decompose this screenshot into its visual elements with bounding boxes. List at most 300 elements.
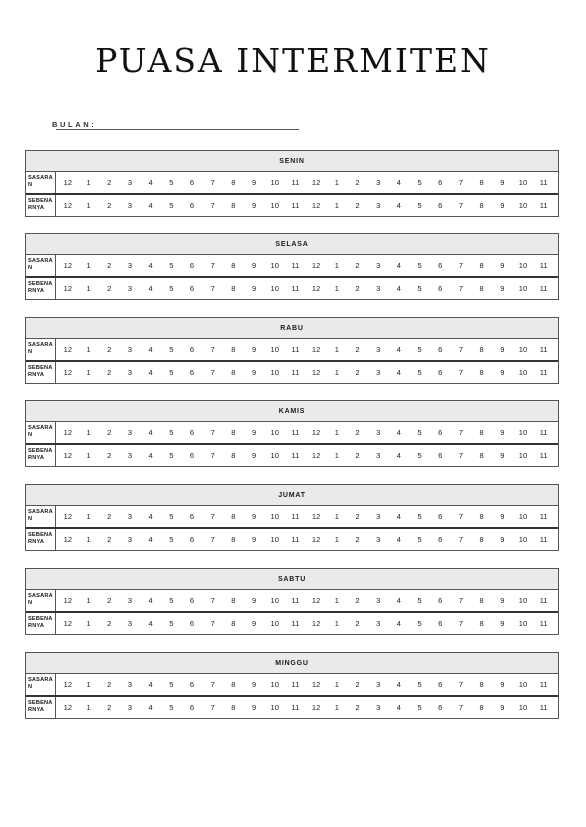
hour-cell[interactable]: 8 bbox=[479, 428, 484, 437]
hour-cell[interactable]: 6 bbox=[438, 201, 443, 210]
hour-cell[interactable]: 6 bbox=[438, 535, 443, 544]
hour-cell[interactable]: 1 bbox=[86, 368, 91, 377]
hour-cell[interactable]: 2 bbox=[107, 428, 112, 437]
hour-cell[interactable]: 6 bbox=[189, 596, 195, 605]
hour-cell[interactable]: 1 bbox=[334, 512, 339, 521]
hour-cell[interactable]: 6 bbox=[189, 619, 195, 628]
hour-cell[interactable]: 8 bbox=[231, 535, 236, 544]
hour-cell[interactable]: 1 bbox=[86, 535, 91, 544]
hour-cell[interactable]: 9 bbox=[251, 535, 257, 544]
hour-cell[interactable]: 2 bbox=[355, 201, 360, 210]
hour-cell[interactable]: 4 bbox=[396, 201, 401, 210]
hour-cell[interactable]: 11 bbox=[539, 512, 548, 521]
hour-cell[interactable]: 12 bbox=[311, 368, 321, 377]
hour-cell[interactable]: 6 bbox=[438, 284, 443, 293]
hour-cell[interactable]: 5 bbox=[417, 703, 422, 712]
hour-cell[interactable]: 10 bbox=[270, 261, 279, 270]
hour-cell[interactable]: 9 bbox=[500, 619, 505, 628]
hour-cell[interactable]: 4 bbox=[148, 596, 153, 605]
hour-cell[interactable]: 1 bbox=[86, 345, 91, 354]
hour-cell[interactable]: 10 bbox=[518, 368, 528, 377]
hour-cell[interactable]: 3 bbox=[376, 451, 381, 460]
hour-cell[interactable]: 4 bbox=[396, 703, 401, 712]
hour-cell[interactable]: 11 bbox=[539, 451, 548, 460]
hour-cell[interactable]: 8 bbox=[231, 512, 236, 521]
hour-cell[interactable]: 5 bbox=[417, 451, 422, 460]
hour-cell[interactable]: 10 bbox=[518, 428, 528, 437]
hour-cell[interactable]: 5 bbox=[417, 512, 422, 521]
hour-cell[interactable]: 4 bbox=[396, 512, 401, 521]
hour-cell[interactable]: 9 bbox=[251, 178, 257, 187]
hour-cell[interactable]: 12 bbox=[63, 512, 73, 521]
hour-cell[interactable]: 9 bbox=[251, 619, 257, 628]
hour-cell[interactable]: 10 bbox=[270, 619, 279, 628]
hour-cell[interactable]: 5 bbox=[169, 178, 174, 187]
hour-cell[interactable]: 3 bbox=[376, 178, 381, 187]
hour-cell[interactable]: 5 bbox=[169, 261, 174, 270]
hour-cell[interactable]: 11 bbox=[291, 680, 300, 689]
hour-cell[interactable]: 5 bbox=[169, 703, 174, 712]
hour-cell[interactable]: 6 bbox=[189, 512, 195, 521]
hour-cell[interactable]: 12 bbox=[63, 619, 73, 628]
hour-cell[interactable]: 1 bbox=[334, 703, 339, 712]
hour-cell[interactable]: 12 bbox=[63, 703, 73, 712]
hour-cell[interactable]: 3 bbox=[376, 284, 381, 293]
hour-cell[interactable]: 2 bbox=[355, 535, 360, 544]
hour-cell[interactable]: 6 bbox=[189, 451, 195, 460]
hour-cell[interactable]: 12 bbox=[311, 703, 321, 712]
hour-cell[interactable]: 9 bbox=[500, 201, 505, 210]
hour-cell[interactable]: 8 bbox=[479, 596, 484, 605]
hour-cell[interactable]: 7 bbox=[458, 345, 463, 354]
hour-cell[interactable]: 5 bbox=[169, 596, 174, 605]
hour-cell[interactable]: 6 bbox=[438, 178, 443, 187]
hour-cell[interactable]: 2 bbox=[355, 261, 360, 270]
hour-cell[interactable]: 12 bbox=[63, 680, 73, 689]
hour-cell[interactable]: 6 bbox=[438, 619, 443, 628]
hour-cell[interactable]: 5 bbox=[169, 619, 174, 628]
hour-cell[interactable]: 11 bbox=[291, 368, 300, 377]
hour-cell[interactable]: 6 bbox=[438, 345, 443, 354]
hour-cell[interactable]: 4 bbox=[148, 535, 153, 544]
hour-cell[interactable]: 2 bbox=[355, 368, 360, 377]
hour-cell[interactable]: 9 bbox=[251, 703, 257, 712]
hour-cell[interactable]: 3 bbox=[376, 535, 381, 544]
hour-cell[interactable]: 7 bbox=[210, 451, 215, 460]
hour-cell[interactable]: 10 bbox=[270, 178, 279, 187]
hour-cell[interactable]: 11 bbox=[291, 284, 300, 293]
hour-cell[interactable]: 1 bbox=[86, 284, 91, 293]
hour-cell[interactable]: 10 bbox=[270, 680, 279, 689]
hour-cell[interactable]: 9 bbox=[500, 368, 505, 377]
hour-cell[interactable]: 12 bbox=[63, 201, 73, 210]
hour-cell[interactable]: 1 bbox=[86, 619, 91, 628]
hour-cell[interactable]: 9 bbox=[500, 703, 505, 712]
hour-cell[interactable]: 8 bbox=[479, 619, 484, 628]
hour-cell[interactable]: 7 bbox=[458, 619, 463, 628]
hour-cell[interactable]: 2 bbox=[355, 680, 360, 689]
hour-cell[interactable]: 3 bbox=[376, 368, 381, 377]
hour-cell[interactable]: 4 bbox=[396, 428, 401, 437]
hour-cell[interactable]: 11 bbox=[291, 535, 300, 544]
hour-cell[interactable]: 7 bbox=[210, 619, 215, 628]
hour-cell[interactable]: 7 bbox=[458, 451, 463, 460]
hour-cell[interactable]: 10 bbox=[270, 703, 279, 712]
hour-cell[interactable]: 1 bbox=[334, 345, 339, 354]
hour-cell[interactable]: 8 bbox=[479, 261, 484, 270]
hour-cell[interactable]: 4 bbox=[396, 368, 401, 377]
hour-cell[interactable]: 10 bbox=[270, 512, 279, 521]
hour-cell[interactable]: 2 bbox=[355, 428, 360, 437]
hour-cell[interactable]: 11 bbox=[291, 451, 300, 460]
hour-cell[interactable]: 9 bbox=[500, 535, 505, 544]
hour-cell[interactable]: 3 bbox=[376, 512, 381, 521]
hour-cell[interactable]: 9 bbox=[251, 596, 257, 605]
hour-cell[interactable]: 10 bbox=[270, 451, 279, 460]
hour-cell[interactable]: 11 bbox=[291, 201, 300, 210]
hour-cell[interactable]: 11 bbox=[291, 345, 300, 354]
hour-cell[interactable]: 5 bbox=[417, 368, 422, 377]
hour-cell[interactable]: 11 bbox=[539, 619, 548, 628]
hour-cell[interactable]: 9 bbox=[251, 284, 257, 293]
hour-cell[interactable]: 3 bbox=[127, 368, 132, 377]
hour-cell[interactable]: 12 bbox=[311, 178, 321, 187]
hour-cell[interactable]: 11 bbox=[539, 345, 548, 354]
hour-cell[interactable]: 12 bbox=[311, 284, 321, 293]
hour-cell[interactable]: 12 bbox=[63, 535, 73, 544]
hour-cell[interactable]: 5 bbox=[417, 680, 422, 689]
hour-cell[interactable]: 8 bbox=[479, 284, 484, 293]
hour-cell[interactable]: 7 bbox=[210, 178, 215, 187]
hour-cell[interactable]: 12 bbox=[63, 261, 73, 270]
hour-cell[interactable]: 7 bbox=[210, 596, 215, 605]
hour-cell[interactable]: 11 bbox=[539, 703, 548, 712]
hour-cell[interactable]: 6 bbox=[189, 201, 195, 210]
hour-cell[interactable]: 3 bbox=[127, 703, 132, 712]
hour-cell[interactable]: 12 bbox=[63, 284, 73, 293]
hour-cell[interactable]: 4 bbox=[396, 451, 401, 460]
hour-cell[interactable]: 2 bbox=[107, 451, 112, 460]
hour-cell[interactable]: 12 bbox=[63, 178, 73, 187]
hour-cell[interactable]: 2 bbox=[107, 596, 112, 605]
hour-cell[interactable]: 7 bbox=[210, 284, 215, 293]
hour-cell[interactable]: 5 bbox=[169, 201, 174, 210]
hour-cell[interactable]: 8 bbox=[231, 284, 236, 293]
hour-cell[interactable]: 9 bbox=[500, 345, 505, 354]
hour-cell[interactable]: 7 bbox=[458, 284, 463, 293]
hour-cell[interactable]: 4 bbox=[396, 178, 401, 187]
hour-cell[interactable]: 9 bbox=[251, 428, 257, 437]
hour-cell[interactable]: 11 bbox=[291, 178, 300, 187]
hour-cell[interactable]: 8 bbox=[231, 345, 236, 354]
hour-cell[interactable]: 5 bbox=[169, 428, 174, 437]
hour-cell[interactable]: 9 bbox=[251, 261, 257, 270]
hour-cell[interactable]: 8 bbox=[479, 535, 484, 544]
hour-cell[interactable]: 6 bbox=[438, 680, 443, 689]
hour-cell[interactable]: 4 bbox=[148, 512, 153, 521]
hour-cell[interactable]: 6 bbox=[438, 512, 443, 521]
hour-cell[interactable]: 8 bbox=[479, 178, 484, 187]
hour-cell[interactable]: 4 bbox=[396, 535, 401, 544]
hour-cell[interactable]: 10 bbox=[270, 284, 279, 293]
hour-cell[interactable]: 4 bbox=[396, 596, 401, 605]
hour-cell[interactable]: 7 bbox=[210, 428, 215, 437]
hour-cell[interactable]: 4 bbox=[148, 261, 153, 270]
hour-cell[interactable]: 4 bbox=[396, 619, 401, 628]
hour-cell[interactable]: 5 bbox=[417, 201, 422, 210]
hour-cell[interactable]: 10 bbox=[518, 703, 528, 712]
hour-cell[interactable]: 8 bbox=[231, 680, 236, 689]
hour-cell[interactable]: 6 bbox=[189, 261, 195, 270]
hour-cell[interactable]: 10 bbox=[518, 512, 528, 521]
hour-cell[interactable]: 7 bbox=[458, 261, 463, 270]
hour-cell[interactable]: 11 bbox=[291, 261, 300, 270]
hour-cell[interactable]: 9 bbox=[500, 284, 505, 293]
hour-cell[interactable]: 4 bbox=[148, 451, 153, 460]
hour-cell[interactable]: 6 bbox=[189, 284, 195, 293]
hour-cell[interactable]: 3 bbox=[376, 619, 381, 628]
hour-cell[interactable]: 6 bbox=[438, 451, 443, 460]
hour-cell[interactable]: 7 bbox=[458, 368, 463, 377]
hour-cell[interactable]: 6 bbox=[189, 703, 195, 712]
hour-cell[interactable]: 7 bbox=[458, 428, 463, 437]
hour-cell[interactable]: 5 bbox=[417, 284, 422, 293]
hour-cell[interactable]: 4 bbox=[148, 703, 153, 712]
hour-cell[interactable]: 12 bbox=[63, 428, 73, 437]
hour-cell[interactable]: 5 bbox=[169, 345, 174, 354]
hour-cell[interactable]: 2 bbox=[107, 178, 112, 187]
hour-cell[interactable]: 2 bbox=[355, 703, 360, 712]
hour-cell[interactable]: 12 bbox=[63, 368, 73, 377]
hour-cell[interactable]: 8 bbox=[479, 201, 484, 210]
hour-cell[interactable]: 9 bbox=[251, 368, 257, 377]
hour-cell[interactable]: 7 bbox=[210, 345, 215, 354]
hour-cell[interactable]: 3 bbox=[127, 512, 132, 521]
hour-cell[interactable]: 11 bbox=[539, 428, 548, 437]
hour-cell[interactable]: 1 bbox=[86, 261, 91, 270]
hour-cell[interactable]: 11 bbox=[539, 261, 548, 270]
hour-cell[interactable]: 1 bbox=[86, 512, 91, 521]
hour-cell[interactable]: 1 bbox=[86, 596, 91, 605]
hour-cell[interactable]: 11 bbox=[539, 368, 548, 377]
hour-cell[interactable]: 10 bbox=[518, 261, 528, 270]
hour-cell[interactable]: 12 bbox=[311, 596, 321, 605]
hour-cell[interactable]: 7 bbox=[458, 596, 463, 605]
hour-cell[interactable]: 5 bbox=[417, 535, 422, 544]
hour-cell[interactable]: 3 bbox=[376, 428, 381, 437]
hour-cell[interactable]: 12 bbox=[311, 201, 321, 210]
hour-cell[interactable]: 3 bbox=[127, 619, 132, 628]
hour-cell[interactable]: 6 bbox=[438, 703, 443, 712]
hour-cell[interactable]: 1 bbox=[334, 284, 339, 293]
hour-cell[interactable]: 11 bbox=[539, 201, 548, 210]
hour-cell[interactable]: 7 bbox=[210, 512, 215, 521]
hour-cell[interactable]: 10 bbox=[518, 680, 528, 689]
hour-cell[interactable]: 2 bbox=[355, 596, 360, 605]
hour-cell[interactable]: 12 bbox=[311, 512, 321, 521]
hour-cell[interactable]: 2 bbox=[355, 451, 360, 460]
hour-cell[interactable]: 2 bbox=[107, 345, 112, 354]
hour-cell[interactable]: 1 bbox=[86, 680, 91, 689]
hour-cell[interactable]: 12 bbox=[63, 596, 73, 605]
hour-cell[interactable]: 2 bbox=[355, 284, 360, 293]
hour-cell[interactable]: 8 bbox=[231, 596, 236, 605]
hour-cell[interactable]: 2 bbox=[107, 512, 112, 521]
hour-cell[interactable]: 8 bbox=[479, 368, 484, 377]
hour-cell[interactable]: 10 bbox=[518, 535, 528, 544]
hour-cell[interactable]: 7 bbox=[210, 680, 215, 689]
hour-cell[interactable]: 10 bbox=[270, 345, 279, 354]
hour-cell[interactable]: 1 bbox=[334, 596, 339, 605]
hour-cell[interactable]: 4 bbox=[148, 680, 153, 689]
hour-cell[interactable]: 7 bbox=[458, 680, 463, 689]
hour-cell[interactable]: 8 bbox=[479, 345, 484, 354]
hour-cell[interactable]: 8 bbox=[479, 703, 484, 712]
hour-cell[interactable]: 8 bbox=[231, 368, 236, 377]
hour-cell[interactable]: 5 bbox=[417, 619, 422, 628]
hour-cell[interactable]: 2 bbox=[355, 178, 360, 187]
hour-cell[interactable]: 6 bbox=[438, 261, 443, 270]
hour-cell[interactable]: 3 bbox=[127, 345, 132, 354]
hour-cell[interactable]: 11 bbox=[291, 512, 300, 521]
hour-cell[interactable]: 9 bbox=[500, 261, 505, 270]
hour-cell[interactable]: 11 bbox=[291, 619, 300, 628]
hour-cell[interactable]: 3 bbox=[127, 178, 132, 187]
hour-cell[interactable]: 1 bbox=[334, 428, 339, 437]
hour-cell[interactable]: 4 bbox=[148, 201, 153, 210]
hour-cell[interactable]: 10 bbox=[270, 368, 279, 377]
hour-cell[interactable]: 3 bbox=[376, 201, 381, 210]
hour-cell[interactable]: 5 bbox=[417, 428, 422, 437]
hour-cell[interactable]: 3 bbox=[376, 703, 381, 712]
hour-cell[interactable]: 12 bbox=[311, 428, 321, 437]
hour-cell[interactable]: 5 bbox=[169, 284, 174, 293]
hour-cell[interactable]: 11 bbox=[539, 178, 548, 187]
hour-cell[interactable]: 11 bbox=[291, 596, 300, 605]
hour-cell[interactable]: 11 bbox=[539, 680, 548, 689]
hour-cell[interactable]: 12 bbox=[63, 451, 73, 460]
hour-cell[interactable]: 7 bbox=[458, 703, 463, 712]
hour-cell[interactable]: 6 bbox=[438, 428, 443, 437]
hour-cell[interactable]: 6 bbox=[189, 535, 195, 544]
hour-cell[interactable]: 8 bbox=[231, 619, 236, 628]
hour-cell[interactable]: 12 bbox=[311, 345, 321, 354]
hour-cell[interactable]: 9 bbox=[500, 178, 505, 187]
hour-cell[interactable]: 12 bbox=[311, 680, 321, 689]
hour-cell[interactable]: 10 bbox=[518, 596, 528, 605]
hour-cell[interactable]: 6 bbox=[189, 428, 195, 437]
hour-cell[interactable]: 9 bbox=[251, 680, 257, 689]
hour-cell[interactable]: 6 bbox=[438, 596, 443, 605]
hour-cell[interactable]: 5 bbox=[417, 345, 422, 354]
hour-cell[interactable]: 8 bbox=[479, 512, 484, 521]
hour-cell[interactable]: 5 bbox=[417, 596, 422, 605]
hour-cell[interactable]: 7 bbox=[210, 201, 215, 210]
hour-cell[interactable]: 6 bbox=[189, 368, 195, 377]
hour-cell[interactable]: 6 bbox=[189, 680, 195, 689]
hour-cell[interactable]: 4 bbox=[148, 368, 153, 377]
hour-cell[interactable]: 12 bbox=[311, 619, 321, 628]
hour-cell[interactable]: 2 bbox=[355, 619, 360, 628]
hour-cell[interactable]: 11 bbox=[291, 703, 300, 712]
hour-cell[interactable]: 8 bbox=[231, 428, 236, 437]
hour-cell[interactable]: 1 bbox=[334, 535, 339, 544]
hour-cell[interactable]: 7 bbox=[458, 535, 463, 544]
hour-cell[interactable]: 8 bbox=[231, 703, 236, 712]
hour-cell[interactable]: 5 bbox=[169, 451, 174, 460]
hour-cell[interactable]: 1 bbox=[334, 680, 339, 689]
hour-cell[interactable]: 5 bbox=[169, 512, 174, 521]
hour-cell[interactable]: 3 bbox=[127, 428, 132, 437]
hour-cell[interactable]: 5 bbox=[169, 680, 174, 689]
hour-cell[interactable]: 9 bbox=[500, 512, 505, 521]
hour-cell[interactable]: 9 bbox=[500, 428, 505, 437]
month-input-line[interactable] bbox=[56, 129, 299, 130]
hour-cell[interactable]: 5 bbox=[417, 178, 422, 187]
hour-cell[interactable]: 1 bbox=[334, 451, 339, 460]
hour-cell[interactable]: 3 bbox=[127, 284, 132, 293]
hour-cell[interactable]: 4 bbox=[148, 619, 153, 628]
hour-cell[interactable]: 5 bbox=[169, 368, 174, 377]
hour-cell[interactable]: 4 bbox=[396, 680, 401, 689]
hour-cell[interactable]: 7 bbox=[458, 178, 463, 187]
hour-cell[interactable]: 1 bbox=[334, 201, 339, 210]
hour-cell[interactable]: 1 bbox=[334, 178, 339, 187]
hour-cell[interactable]: 12 bbox=[311, 535, 321, 544]
hour-cell[interactable]: 12 bbox=[311, 261, 321, 270]
hour-cell[interactable]: 5 bbox=[169, 535, 174, 544]
hour-cell[interactable]: 3 bbox=[127, 201, 132, 210]
hour-cell[interactable]: 10 bbox=[518, 619, 528, 628]
hour-cell[interactable]: 2 bbox=[355, 345, 360, 354]
hour-cell[interactable]: 1 bbox=[86, 201, 91, 210]
hour-cell[interactable]: 3 bbox=[376, 596, 381, 605]
hour-cell[interactable]: 4 bbox=[148, 345, 153, 354]
hour-cell[interactable]: 4 bbox=[396, 345, 401, 354]
hour-cell[interactable]: 12 bbox=[311, 451, 321, 460]
hour-cell[interactable]: 2 bbox=[107, 703, 112, 712]
hour-cell[interactable]: 10 bbox=[518, 284, 528, 293]
hour-cell[interactable]: 10 bbox=[518, 451, 528, 460]
hour-cell[interactable]: 6 bbox=[189, 345, 195, 354]
hour-cell[interactable]: 2 bbox=[107, 368, 112, 377]
hour-cell[interactable]: 9 bbox=[251, 201, 257, 210]
hour-cell[interactable]: 3 bbox=[127, 451, 132, 460]
hour-cell[interactable]: 10 bbox=[518, 178, 528, 187]
hour-cell[interactable]: 7 bbox=[210, 261, 215, 270]
hour-cell[interactable]: 9 bbox=[500, 680, 505, 689]
hour-cell[interactable]: 11 bbox=[539, 284, 548, 293]
hour-cell[interactable]: 9 bbox=[500, 451, 505, 460]
hour-cell[interactable]: 8 bbox=[231, 201, 236, 210]
hour-cell[interactable]: 3 bbox=[127, 261, 132, 270]
hour-cell[interactable]: 4 bbox=[148, 284, 153, 293]
hour-cell[interactable]: 7 bbox=[210, 368, 215, 377]
hour-cell[interactable]: 2 bbox=[355, 512, 360, 521]
hour-cell[interactable]: 9 bbox=[251, 512, 257, 521]
hour-cell[interactable]: 11 bbox=[539, 596, 548, 605]
hour-cell[interactable]: 9 bbox=[251, 345, 257, 354]
hour-cell[interactable]: 4 bbox=[148, 178, 153, 187]
hour-cell[interactable]: 5 bbox=[417, 261, 422, 270]
hour-cell[interactable]: 11 bbox=[539, 535, 548, 544]
hour-cell[interactable]: 7 bbox=[458, 201, 463, 210]
hour-cell[interactable]: 2 bbox=[107, 261, 112, 270]
hour-cell[interactable]: 8 bbox=[231, 451, 236, 460]
hour-cell[interactable]: 1 bbox=[334, 619, 339, 628]
hour-cell[interactable]: 9 bbox=[500, 596, 505, 605]
hour-cell[interactable]: 1 bbox=[86, 178, 91, 187]
